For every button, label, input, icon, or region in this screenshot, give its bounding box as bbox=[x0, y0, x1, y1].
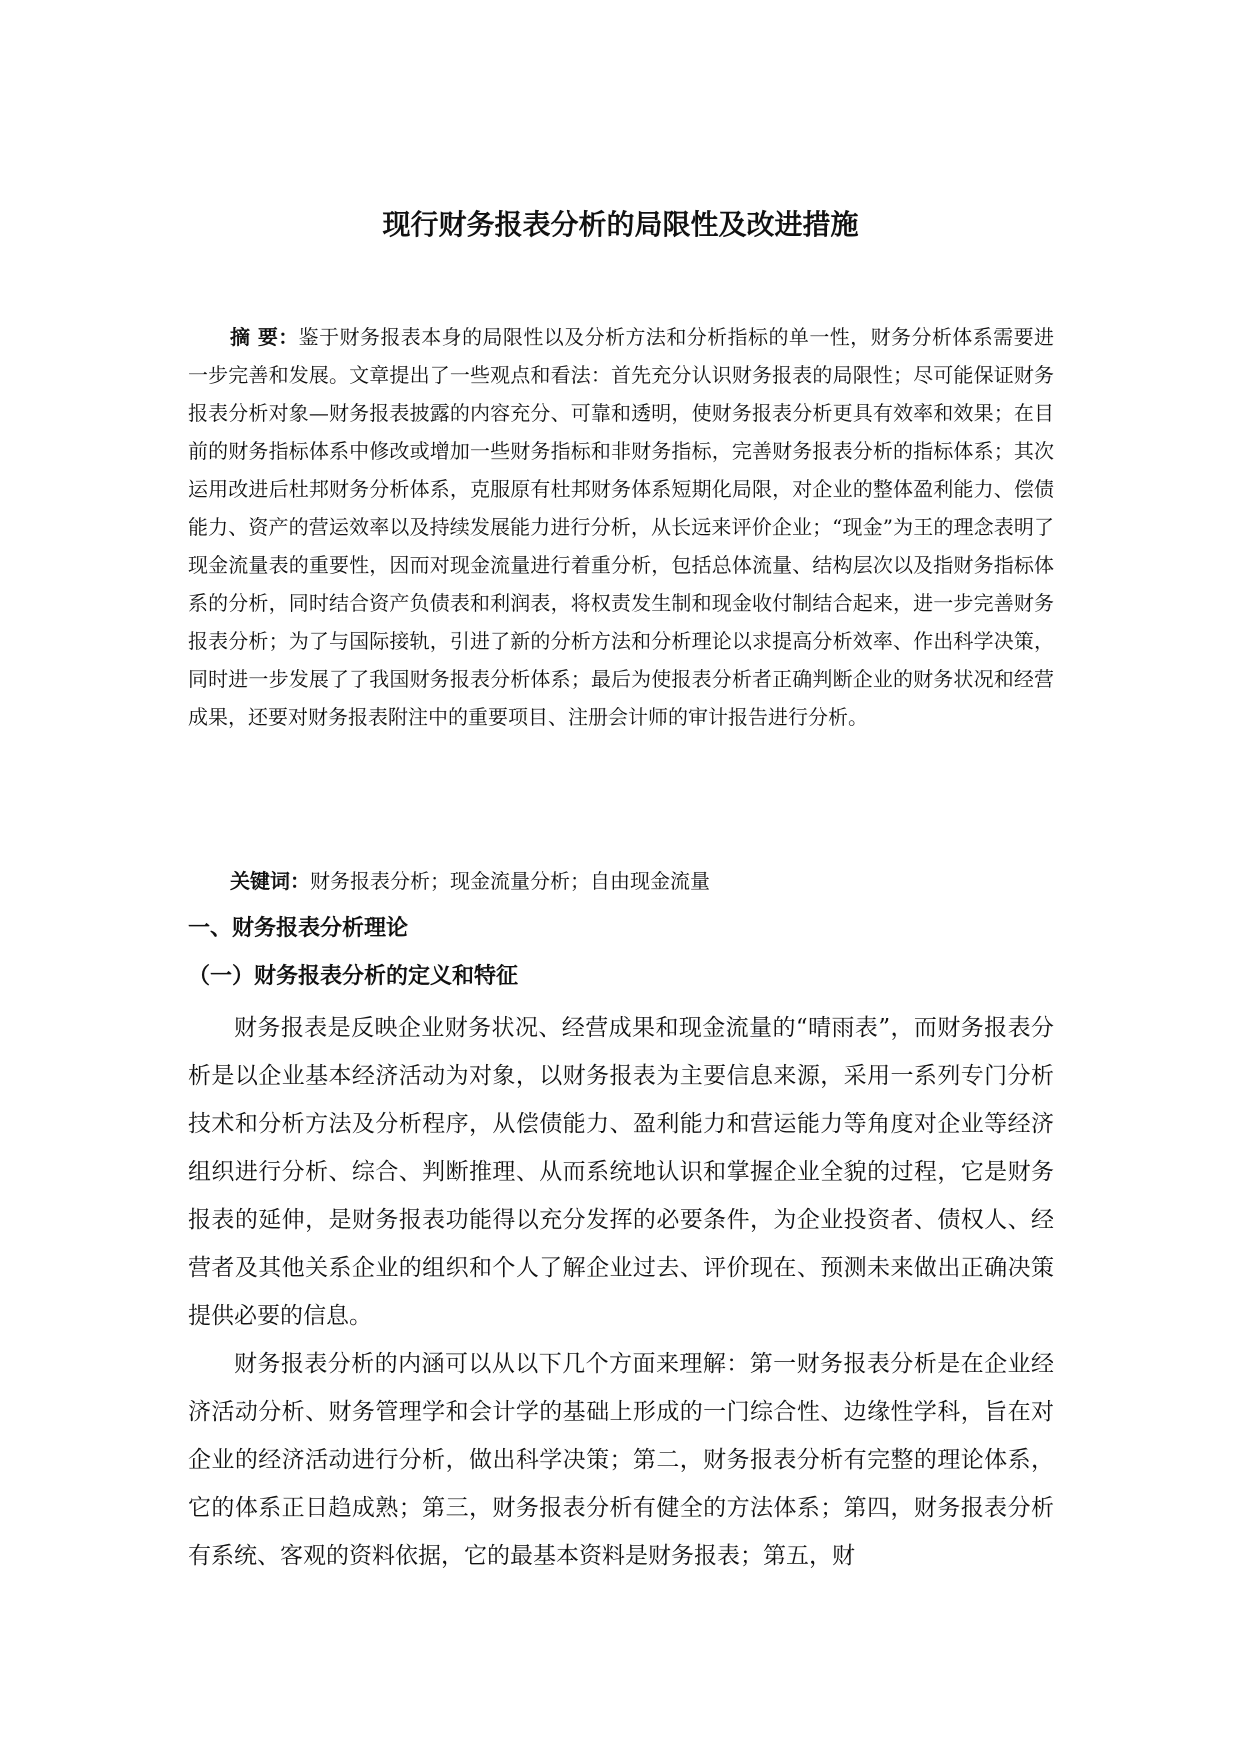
subsection-heading: （一）财务报表分析的定义和特征 bbox=[188, 964, 519, 989]
abstract-text: 鉴于财务报表本身的局限性以及分析方法和分析指标的单一性，财务分析体系需要进一步完善和发展。文章提出了一些观点和看法：首先充分认识财务报表的局限性；尽可能保证财务报表分析对象—财务报表披露的内容充分、可靠和透明，使财务报表分析更具有效率和效果；在目前的财务指标体系中修改或增加一些财务指标和非财务指标，完善财务报表分析的指标体系；其次运用改进后杜邦财务分析体系，克服原有杜邦财务体系短期化局限，对企业的整体盈利能力、偿债能力、资产的营运效率以及持续发展能力进行分析，从长远来评价企业；“现金”为王的理念表明了现金流量表的重要性，因而对现金流量进行着重分析，包括总体流量、结构层次以及指财务指标体系的分析，同时结合资产负债表和利润表，将权责发生制和现金收付制结合起来，进一步完善财务报表分析；为了与国际接轨，引进了新的分析方法和分析理论以求提高分析效率、作出科学决策，同时进一步发展了了我国财务报表分析体系；最后为使报表分析者正确判断企业的财务状况和经营成果，还要对财务报表附注中的重要项目、注册会计师的审计报告进行分析。 bbox=[188, 325, 1054, 729]
keywords-text: 财务报表分析；现金流量分析；自由现金流量 bbox=[310, 869, 710, 893]
section-heading: 一、财务报表分析理论 bbox=[188, 916, 409, 941]
body-paragraph: 财务报表是反映企业财务状况、经营成果和现金流量的“晴雨表”，而财务报表分析是以企业基本经济活动为对象，以财务报表为主要信息来源，采用一系列专门分析技术和分析方法及分析程序，从偿债能力、盈利能力和营运能力等角度对企业等经济组织进行分析、综合、判断推理、从而系统地认识和掌握企业全貌的过程，它是财务报表的延伸，是财务报表功能得以充分发挥的必要条件，为企业投资者、债权人、经营者及其他关系企业的组织和个人了解企业过去、评价现在、预测未来做出正确决策提供必要的信息。 bbox=[188, 1015, 1054, 1329]
document-title: 现行财务报表分析的局限性及改进措施 bbox=[382, 208, 859, 241]
abstract-paragraph bbox=[188, 318, 1054, 736]
keywords-label: 关键词： bbox=[230, 869, 310, 893]
keywords-line bbox=[230, 866, 1054, 896]
abstract-label: 摘 要： bbox=[230, 325, 299, 349]
body-paragraph: 财务报表分析的内涵可以从以下几个方面来理解：第一财务报表分析是在企业经济活动分析、财务管理学和会计学的基础上形成的一门综合性、边缘性学科，旨在对企业的经济活动进行分析，做出科学决策；第二，财务报表分析有完整的理论体系，它的体系正日趋成熟；第三，财务报表分析有健全的方法体系；第四，财务报表分析有系统、客观的资料依据，它的最基本资料是财务报表；第五，财 bbox=[188, 1351, 1054, 1569]
